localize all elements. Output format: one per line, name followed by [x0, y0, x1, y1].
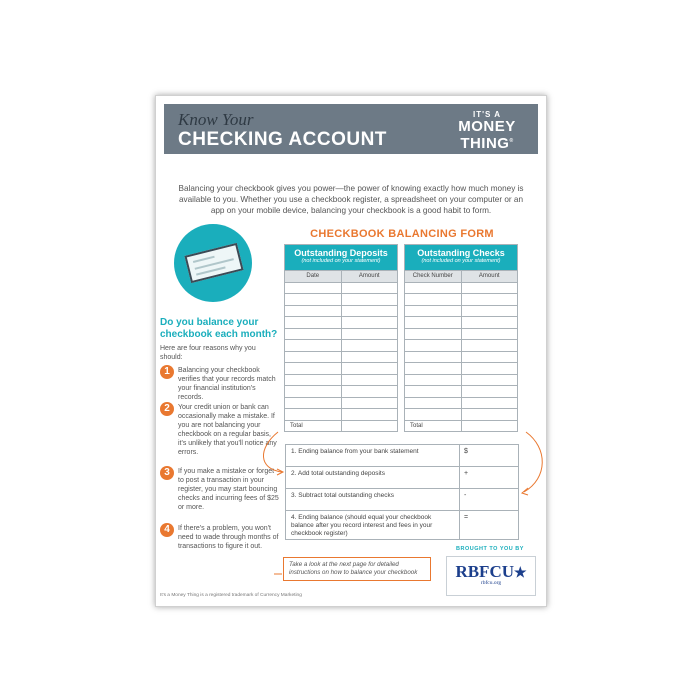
title-big: CHECKING ACCOUNT [178, 129, 387, 150]
reasons-subtitle: Here are four reasons why you should: [160, 345, 256, 361]
reason-number: 1 [160, 365, 174, 379]
date-column-header: Date [285, 271, 342, 282]
summary-value: = [464, 514, 469, 521]
reason-text: If there's a problem, you won't need to wade through months of transactions to figure it out. [178, 525, 279, 550]
checks-title: Outstanding Checks [417, 248, 505, 258]
summary-value: + [464, 470, 469, 477]
logo-top: IT'S A [472, 110, 502, 119]
rbfcu-logo [446, 556, 536, 596]
summary-label: 2. Add total outstanding deposits [286, 467, 460, 488]
star-icon: ★ [514, 566, 527, 581]
next-page-callout: Take a look at the next page for detailed instructions on how to balance your checkbook [283, 557, 431, 581]
reason-number: 4 [160, 523, 174, 537]
right-arrow [524, 432, 542, 492]
summary-label: 4. Ending balance (should equal your checkbook balance after you record interest and fees in your checkbook register) [286, 511, 460, 539]
summary-value: $ [464, 448, 468, 455]
form-title: CHECKBOOK BALANCING FORM [310, 228, 494, 240]
deposits-note: (not included on your statement) [301, 258, 381, 264]
brought-to-you-label: BROUGHT TO YOU BY [456, 546, 524, 552]
reason-text: Balancing your checkbook verifies that your records match your financial institution's records. [178, 367, 276, 401]
amount-column-header: Amount [342, 271, 398, 282]
total-label: Total [405, 421, 462, 432]
flow-arrows [156, 96, 546, 606]
reason-text: If you make a mistake or forget to post a transaction in your register, you may start bouncing checks and incurring fees of $25 or more. [178, 468, 279, 511]
amount-column-header: Amount [462, 271, 518, 282]
reason-number: 2 [160, 402, 174, 416]
checks-note: (not included on your statement) [421, 258, 501, 264]
rbfcu-url: rbfcu.org [480, 580, 502, 586]
deposits-title: Outstanding Deposits [294, 248, 388, 258]
intro-text: Balancing your checkbook gives you power—the power of knowing exactly how much money is available to you. Whether you use a checkbook register, a spreadsheet on your computer or an app on your mobile device, balancing your checkbook is a good habit to form. [178, 184, 524, 215]
left-arrow [263, 432, 282, 472]
logo-mid: MONEY [458, 118, 516, 135]
summary-label: 1. Ending balance from your bank statement [286, 445, 460, 466]
trademark-footer: It's a Money Thing is a registered trademark of Currency Marketing [160, 593, 302, 598]
reason-text: Your credit union or bank can occasionally make a mistake. If you are not balancing your checkbook on a regular basis, it's unlikely that you'll notice any errors. [178, 404, 277, 456]
summary-label: 3. Subtract total outstanding checks [286, 489, 460, 510]
rbfcu-name: RBFCU★ [455, 562, 527, 581]
title-small: Know Your [178, 110, 254, 129]
total-label: Total [285, 421, 342, 432]
logo-bot: THING® [460, 135, 514, 152]
check-number-column-header: Check Number [405, 271, 462, 282]
summary-value: - [464, 492, 467, 499]
document-page [155, 95, 547, 607]
question-heading: Do you balance your checkbook each month? [160, 317, 278, 340]
reason-number: 3 [160, 466, 174, 480]
